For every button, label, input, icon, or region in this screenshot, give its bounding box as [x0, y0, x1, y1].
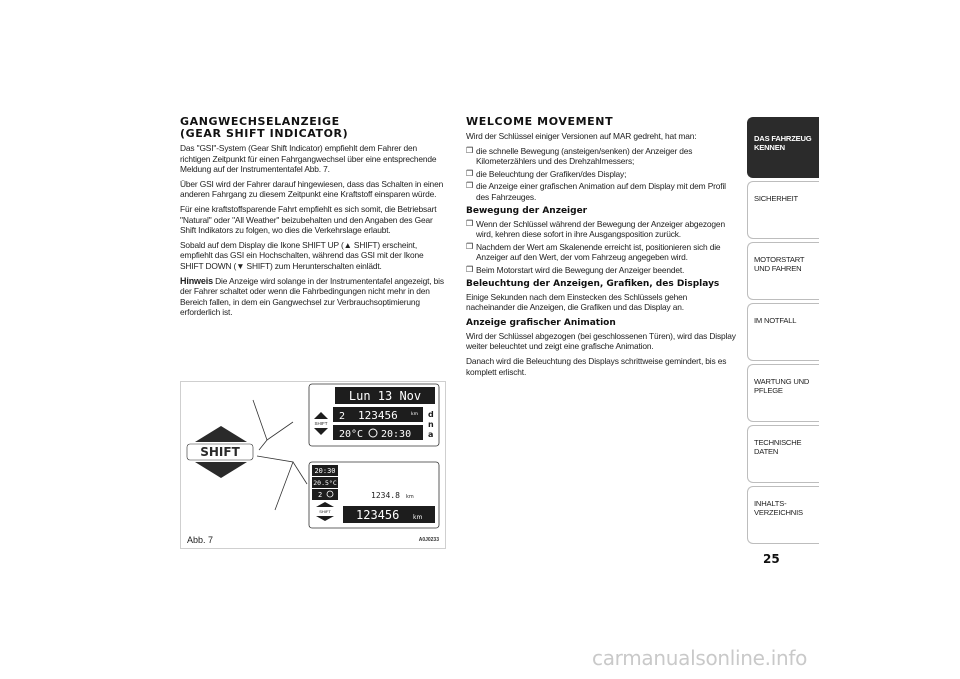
left-column [180, 116, 448, 322]
subheading-animation: Anzeige grafischer Animation [466, 317, 616, 328]
paragraph-gsi-icons: Sobald auf dem Display die Ikone SHIFT UP (▲ SHIFT) erscheint, empfiehlt das GSI ein Hochschalten, während das GSI mit der Ikone SHIFT DOWN (▼ SHIFT) zum Herunterschalten einlädt. [180, 239, 424, 271]
welcome-intro: Wird der Schlüssel einiger Versionen auf MAR gedreht, hat man: [466, 131, 697, 141]
mini-shift-label: SHIFT [314, 421, 328, 426]
paragraph-gsi-intro: Das "GSI"-System (Gear Shift Indicator) empfiehlt dem Fahrer den richtigen Zeitpunkt für einen Fahrgangwechsel über eine entsprechende Meldung auf der Instrumententafel Abb. 7. [180, 143, 437, 175]
trip-unit: km [406, 494, 414, 500]
list-item: ❒ Beim Motorstart wird die Bewegung der Anzeiger beendet. [466, 264, 685, 275]
subheading-beleuchtung: Beleuchtung der Anzeigen, Grafiken, des Displays [466, 278, 720, 289]
heading-line-2: (GEAR SHIFT INDICATOR) [180, 127, 349, 140]
paragraph-gsi-hint: Über GSI wird der Fahrer darauf hingewiesen, dass das Schalten in einen anderen Fahrgang zu diesem Zeitpunkt eine Kraftstoff einsparen würde. [180, 178, 444, 200]
list-item: ❒ die schnelle Bewegung (ansteigen/senken) der Anzeiger des Kilometerzählers und des Drehzahlmessers; [466, 145, 693, 167]
paragraph-beleuchtung: Einige Sekunden nach dem Einstecken des Schlüssels gehen nacheinander die Anzeigen, die Grafiken und das Display an. [466, 291, 688, 313]
watermark: carmanualsonline.info [592, 646, 808, 670]
tab-inhaltsverzeichnis[interactable]: INHALTS-VERZEICHNIS [747, 486, 819, 544]
display-odometer: 123456 [358, 409, 398, 422]
mode-letter-d: d [428, 410, 434, 419]
section-heading-gsi [180, 116, 448, 140]
tab-das-fahrzeug-kennen[interactable]: DAS FAHRZEUG KENNEN [747, 117, 819, 178]
tab-technische-daten[interactable]: TECHNISCHE DATEN [747, 425, 819, 483]
display-odo-unit: km [411, 412, 418, 417]
paragraph-animation-2: Danach wird die Beleuchtung des Displays schrittweise gemindert, bis es komplett erlischt. [466, 355, 727, 377]
callout-line-top [253, 400, 267, 450]
tab-motorstart-und-fahren[interactable]: MOTORSTART UND FAHREN [747, 242, 819, 300]
bullet-box-icon: ❒ [466, 145, 474, 155]
shift-up-arrow-icon [195, 426, 247, 442]
display-date: Lun 13 Nov [348, 389, 422, 403]
section-heading-welcome: WELCOME MOVEMENT [466, 115, 614, 128]
welcome-bullet-list [466, 146, 738, 203]
figure-code: A0J0233 [418, 537, 439, 543]
bewegung-bullet-list [466, 219, 738, 276]
figure-abb-7 [180, 381, 446, 549]
bullet-box-icon: ❒ [466, 168, 474, 178]
display-bottom-temp: 20.5°C [313, 479, 337, 487]
bottom-shift-label: SHIFT [319, 509, 331, 514]
list-item: ❒ Nachdem der Wert am Skalenende erreicht ist, positionieren sich die Anzeiger auf den Wert, der vom Fahrzeug angegeben wird. [466, 241, 721, 263]
bullet-box-icon: ❒ [466, 181, 474, 191]
display-bottom-gear: 2 [318, 491, 323, 499]
bullet-box-icon: ❒ [466, 241, 474, 251]
callout-line-bottom [257, 456, 293, 510]
display-temp: 20°C [339, 429, 364, 440]
paragraph-animation-1: Wird der Schlüssel abgezogen (bei geschlossenen Türen), wird das Display weiter beleuchtet und zeigt eine grafische Animation. [466, 330, 736, 352]
right-column [466, 116, 738, 381]
mode-letter-n: n [428, 420, 434, 429]
note-paragraph [180, 276, 448, 318]
tab-wartung-und-pflege[interactable]: WARTUNG UND PFLEGE [747, 364, 819, 422]
display-bottom-time: 20:30 [314, 467, 336, 475]
display-top [309, 384, 439, 446]
figure-caption: Abb. 7 [187, 535, 214, 545]
list-item: ❒ die Beleuchtung der Grafiken/des Display; [466, 168, 627, 179]
page-number: 25 [763, 552, 780, 566]
display-bottom-trip: 1234.8 [371, 491, 400, 500]
note-text: Die Anzeige wird solange in der Instrumententafel angezeigt, bis der Fahrer schaltet oder wenn die Fahrbedingungen nicht mehr in den Bereich fallen, in dem ein Gangwechsel zur Verbrauchsoptimierung erforderlich ist. [180, 275, 444, 318]
display-time: 20:30 [381, 429, 412, 440]
bullet-box-icon: ❒ [466, 264, 474, 274]
list-item: ❒ die Anzeige einer grafischen Animation auf dem Display mit dem Profil des Fahrzeuges. [466, 181, 726, 202]
heading-line-1: GANGWECHSELANZEIGE [180, 115, 340, 128]
mode-letter-a: a [428, 430, 434, 439]
dashboard-illustration [181, 382, 445, 548]
tab-im-notfall[interactable]: IM NOTFALL [747, 303, 819, 361]
shift-label: SHIFT [200, 445, 240, 459]
display-gear: 2 [339, 411, 346, 422]
chapter-tabs [747, 117, 819, 547]
paragraph-gsi-mode: Für eine kraftstoffsparende Fahrt empfiehlt es sich somit, die Betriebsart "Natural" oder "All Weather" beizubehalten und den Angaben des Gear Shift Indikators zu folgen, wo dies die Verkehrslage erlaubt. [180, 203, 437, 236]
shift-down-arrow-icon [195, 462, 247, 478]
subheading-bewegung: Bewegung der Anzeiger [466, 205, 588, 216]
bullet-box-icon: ❒ [466, 218, 474, 228]
display-bottom-odometer: 123456 [356, 508, 400, 522]
note-label: Hinweis [180, 275, 213, 286]
tab-sicherheit[interactable]: SICHERHEIT [747, 181, 819, 239]
display-bottom [309, 462, 439, 528]
list-item: ❒ Wenn der Schlüssel während der Bewegung der Anzeiger abgezogen wird, kehren diese sofort in ihre Ausgangsposition zurück. [466, 218, 725, 240]
bottom-odo-unit: km [413, 514, 423, 521]
